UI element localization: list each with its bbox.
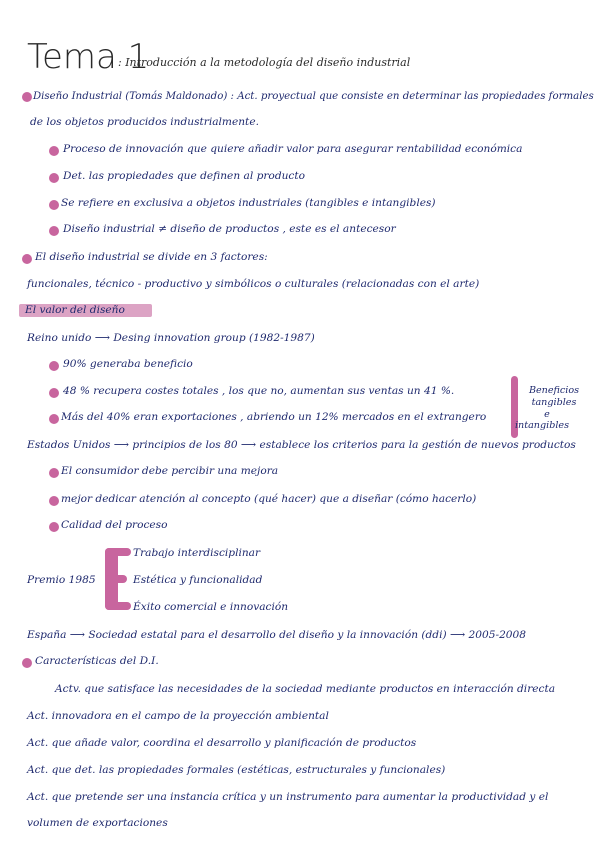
list-item: 48 % recupera costes totales , los que no, aumentan sus ventas un 41 %.	[63, 385, 455, 397]
e-bracket-top	[105, 548, 131, 556]
side-note-line-4: intangibles	[514, 420, 570, 431]
bullet-dot	[49, 226, 59, 236]
factors-heading: El diseño industrial se divide en 3 factores:	[35, 251, 268, 263]
list-item: Calidad del proceso	[61, 519, 168, 531]
us-line: Estados Unidos ⟶ principios de los 80 ⟶ establece los criterios para la gestión de nuevos productos	[27, 439, 576, 451]
side-note-line-1: Beneficios	[528, 385, 580, 396]
list-item: Det. las propiedades que definen al producto	[63, 170, 305, 182]
characteristic-line: Act. que añade valor, coordina el desarrollo y planificación de productos	[27, 737, 417, 749]
bullet-dot	[49, 414, 59, 424]
bullet-dot	[49, 200, 59, 210]
e-bracket-bottom	[105, 602, 131, 610]
definition-line-2: de los objetos producidos industrialmente.	[30, 116, 259, 128]
list-item: El consumidor debe percibir una mejora	[61, 465, 279, 477]
definition-line-1: Diseño Industrial (Tomás Maldonado) : Act. proyectual que consiste en determinar las propiedades formales	[33, 91, 594, 102]
premio-item: Estética y funcionalidad	[133, 574, 263, 586]
list-item: Proceso de innovación que quiere añadir valor para asegurar rentabilidad económica	[63, 143, 523, 155]
characteristic-line: volumen de exportaciones	[27, 817, 168, 829]
factors-line: funcionales, técnico - productivo y simbólicos o culturales (relacionadas con el arte)	[27, 278, 480, 290]
bullet-dot	[49, 173, 59, 183]
page-title: Tema 1	[27, 37, 150, 77]
list-item: 90% generaba beneficio	[63, 358, 193, 370]
characteristic-line: Act. innovadora en el campo de la proyección ambiental	[27, 710, 329, 722]
characteristic-line: Act. que det. las propiedades formales (estéticas, estructurales y funcionales)	[27, 764, 446, 776]
page-subtitle: : Introducción a la metodología del diseño industrial	[118, 56, 411, 69]
bullet-dot	[49, 361, 59, 371]
bullet-dot	[49, 496, 59, 506]
bullet-dot	[49, 522, 59, 532]
list-item: mejor dedicar atención al concepto (qué hacer) que a diseñar (cómo hacerlo)	[61, 493, 477, 505]
list-item: Diseño industrial ≠ diseño de productos , este es el antecesor	[63, 223, 396, 235]
uk-line: Reino unido ⟶ Desing innovation group (1982-1987)	[27, 332, 315, 344]
spain-line: España ⟶ Sociedad estatal para el desarrollo del diseño y la innovación (ddi) ⟶ 2005-2008	[27, 629, 527, 641]
premio-item: Éxito comercial e innovación	[133, 601, 289, 613]
side-note-line-3: e	[544, 409, 550, 420]
bullet-dot	[49, 388, 59, 398]
premio-label: Premio 1985	[27, 574, 96, 586]
premio-item: Trabajo interdisciplinar	[133, 547, 261, 559]
list-item: Se refiere en exclusiva a objetos industriales (tangibles e intangibles)	[61, 197, 436, 209]
bullet-dot	[49, 468, 59, 478]
characteristic-line: Act. que pretende ser una instancia crítica y un instrumento para aumentar la productividad y el	[27, 791, 549, 803]
bullet-dot	[22, 92, 32, 102]
bullet-dot	[22, 658, 32, 668]
side-note-line-2: tangibles	[531, 397, 577, 408]
list-item: Más del 40% eran exportaciones , abriendo un 12% mercados en el extrangero	[61, 411, 487, 423]
e-bracket-middle	[105, 575, 127, 583]
bullet-dot	[22, 254, 32, 264]
characteristic-line: Actv. que satisface las necesidades de la sociedad mediante productos en interacción directa	[55, 683, 556, 695]
section-heading: El valor del diseño	[25, 304, 125, 316]
bullet-dot	[49, 146, 59, 156]
characteristics-heading: Características del D.I.	[35, 655, 159, 667]
